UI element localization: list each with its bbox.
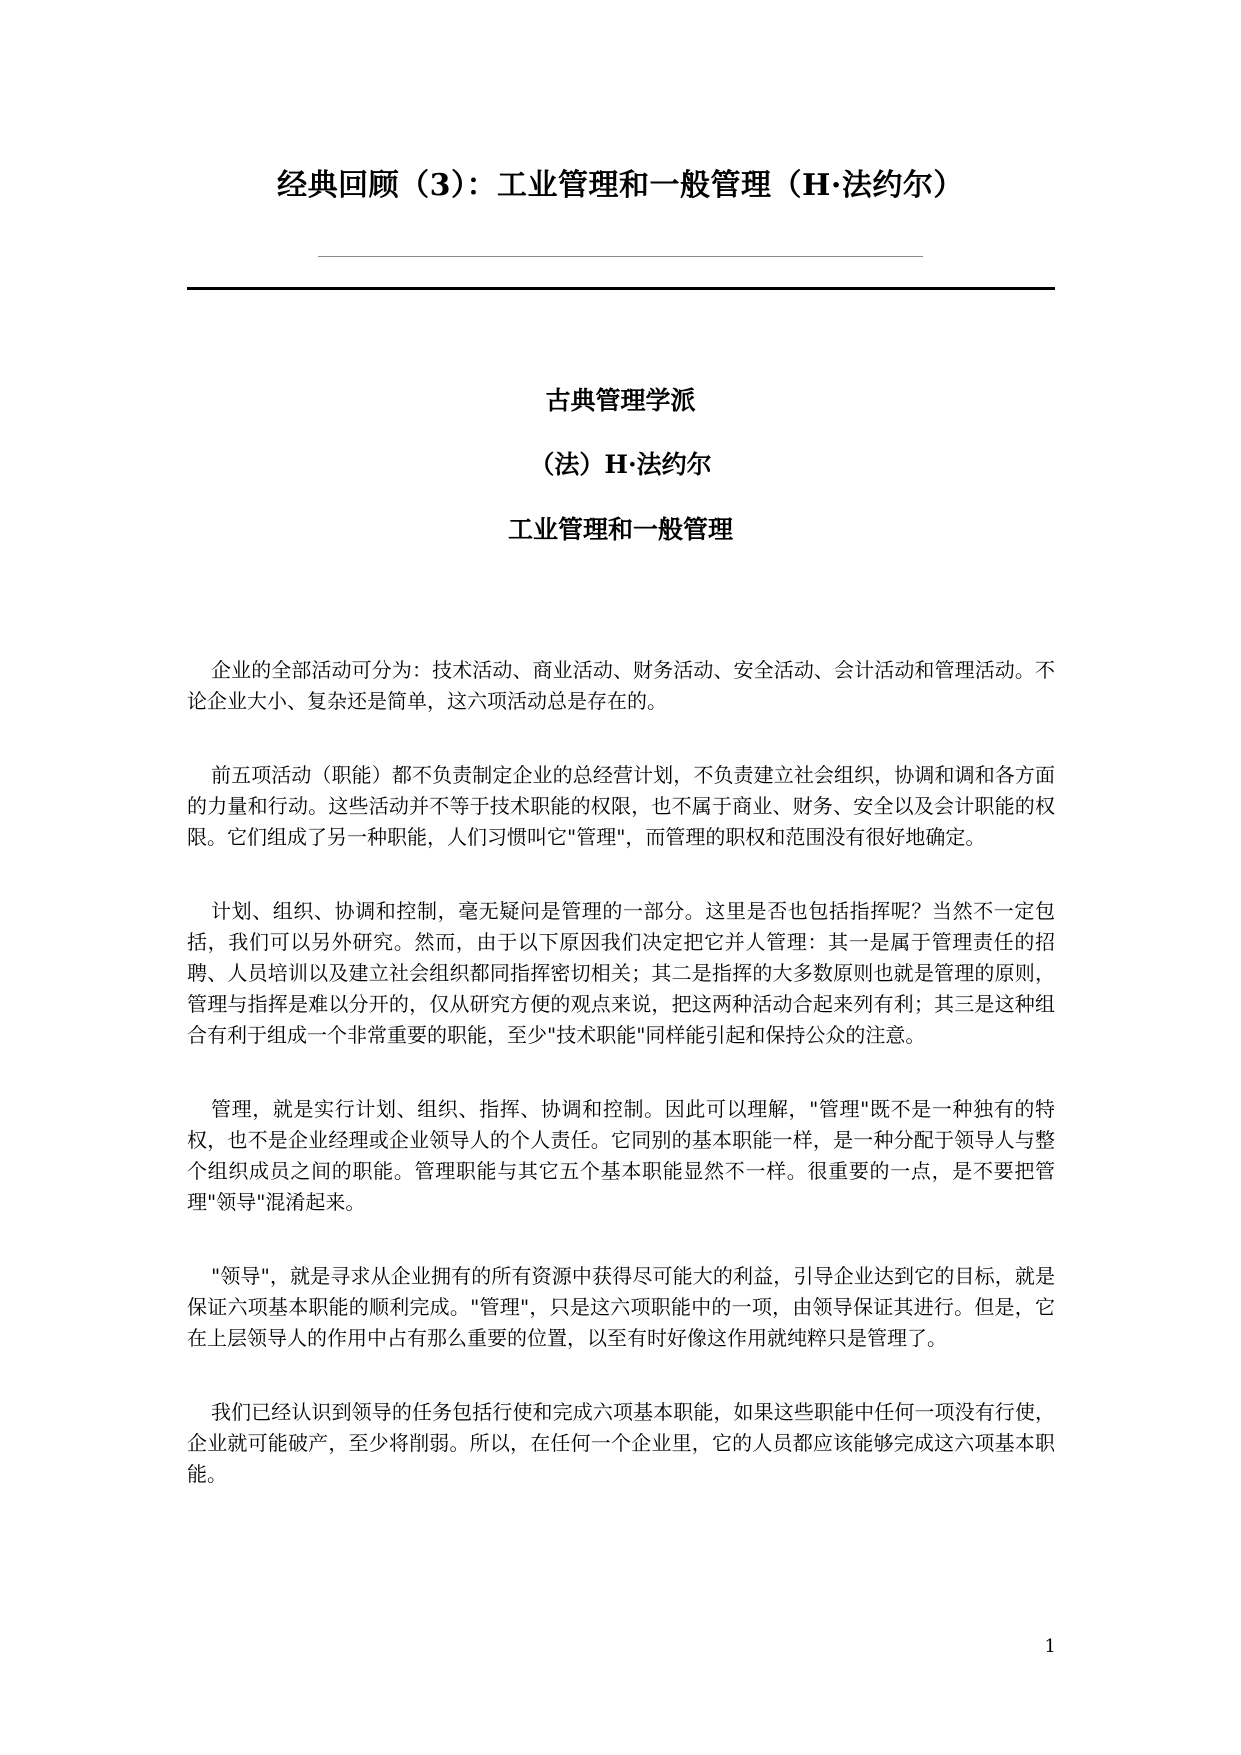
- paragraph: 我们已经认识到领导的任务包括行使和完成六项基本职能，如果这些职能中任何一项没有行使，企业就可能破产，至少将削弱。所以，在任何一个企业里，它的人员都应该能够完成这六项基本职能。: [187, 1400, 1055, 1486]
- document-title: 经典回顾（3）：工业管理和一般管理（H·法约尔）: [277, 168, 964, 203]
- school-heading: 古典管理学派: [545, 386, 696, 415]
- paragraph: 前五项活动（职能）都不负责制定企业的总经营计划，不负责建立社会组织，协调和调和各方面的力量和行动。这些活动并不等于技术职能的权限，也不属于商业、财务、安全以及会计职能的权限。它们组成了另一种职能，人们习惯叫它"管理"，而管理的职权和范围没有很好地确定。: [187, 763, 1055, 849]
- paragraph: 计划、组织、协调和控制，毫无疑问是管理的一部分。这里是否也包括指挥呢？当然不一定包括，我们可以另外研究。然而，由于以下原因我们决定把它并人管理：其一是属于管理责任的招聘、人员培训以及建立社会组织都同指挥密切相关；其二是指挥的大多数原则也就是管理的原则，管理与指挥是难以分开的，仅从研究方便的观点来说，把这两种活动合起来列有利；其三是这种组合有利于组成一个非常重要的职能，至少"技术职能"同样能引起和保持公众的注意。: [187, 899, 1055, 1047]
- paragraph: "领导"，就是寻求从企业拥有的所有资源中获得尽可能大的利益，引导企业达到它的目标，就是保证六项基本职能的顺利完成。"管理"，只是这六项职能中的一项，由领导保证其进行。但是，它在上层领导人的作用中占有那么重要的位置，以至有时好像这作用就纯粹只是管理了。: [187, 1264, 1055, 1350]
- article-body: [187, 655, 1055, 1533]
- page-number: 1: [1044, 1636, 1056, 1657]
- author-heading: （法）H·法约尔: [529, 450, 712, 479]
- paragraph: 管理，就是实行计划、组织、指挥、协调和控制。因此可以理解，"管理"既不是一种独有的特权，也不是企业经理或企业领导人的个人责任。它同别的基本职能一样，是一种分配于领导人与整个组织成员之间的职能。管理职能与其它五个基本职能显然不一样。很重要的一点，是不要把管理"领导"混淆起来。: [187, 1097, 1055, 1214]
- title-underline: [318, 256, 923, 257]
- work-heading: 工业管理和一般管理: [507, 515, 733, 544]
- paragraph: 企业的全部活动可分为：技术活动、商业活动、财务活动、安全活动、会计活动和管理活动。不论企业大小、复杂还是简单，这六项活动总是存在的。: [187, 658, 1055, 713]
- header-divider: [187, 287, 1055, 290]
